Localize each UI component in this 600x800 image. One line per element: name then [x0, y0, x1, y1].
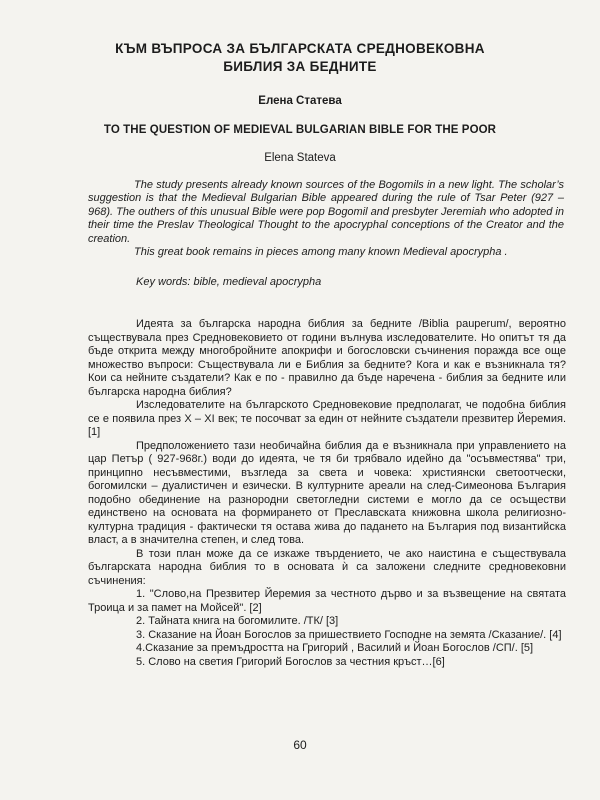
body-paragraph: Предположението тази необичайна библия да е възникнала при управлението на цар Петър ( 927-968г.) води до идеята, че тя би трябвало идейно да "осъвместява" три, принципно несъвместими, възгледа за света и човека: християнски светоотчески, богомилски – дуалистичен и езически. В културните ареали на след-Симеонова България подобно обединение на разнородни светогледни системи е могло да се осъществи единствено на основата на формирането от Преславската книжовна школа религиознокултурна традиция - фактически тя остава жива до падането на България под византийска власт, а в значителна степен, и след това. — [88, 439, 566, 546]
sources-list — [88, 588, 566, 669]
article-title-english: TO THE QUESTION OF MEDIEVAL BULGARIAN BIBLE FOR THE POOR — [103, 124, 497, 136]
article-title-bulgarian — [60, 40, 540, 76]
list-item: 4.Сказание за премъдростта на Григорий , Василий и Йоан Богослов /СП/. [5] — [136, 642, 534, 654]
abstract-paragraph: This great book remains in pieces among many known Medieval apocrypha . — [134, 246, 508, 259]
author-name-english: Elena Stateva — [264, 152, 336, 164]
abstract-paragraph: The study presents already known sources of the Bogomils in a new light. The scholar’s suggestion is that the Medieval Bulgarian Bible appeared during the rule of Tsar Peter (927 – 968). The outhers of this unusual Bible were pop Bogomil and presbyter Jeremiah who adopted in their time the Preslav Theological Thought to the apocryphal conceptions of the Creator and the creation. — [88, 179, 564, 245]
body-text — [88, 318, 566, 669]
abstract — [88, 179, 564, 259]
title-line-2: БИБЛИЯ ЗА БЕДНИТЕ — [223, 59, 377, 74]
list-item: 2. Тайната книга на богомилите. /ТК/ [3] — [136, 615, 339, 627]
list-item: 5. Слово на светия Григорий Богослов за честния кръст…[6] — [136, 655, 445, 668]
page-number: 60 — [293, 738, 307, 752]
body-paragraph: В този план може да се изкаже твърдението, че ако наистина е съществувала българската народна библия то в основата ѝ са заложени следните средновековни съчинения: — [88, 547, 566, 587]
author-name-bulgarian: Елена Статева — [258, 95, 342, 107]
list-item: 3. Сказание на Йоан Богослов за пришествието Господне на земята /Сказание/. [4] — [136, 628, 562, 641]
list-item: 1. "Слово,на Презвитер Йеремия за честното дърво и за възвещение на святата Троица и за памет на Мойсей". [2] — [88, 588, 566, 614]
body-paragraph: Изследователите на българското Средновековие предполагат, че подобна библия се е появила през X – XI век; те посочват за един от нейните създатели презвитер Йеремия.[1] — [88, 399, 566, 438]
keywords: Key words: bible, medieval apocrypha — [136, 276, 322, 288]
body-paragraph: Идеята за българска народна библия за бедните /Biblia pauperum/, вероятно съществувала през Средновековието от години вълнува изследователите. Но опитът тя да бъде открита между многобройните апокрифи и богословски съчинения поражда все още множество въпроси: Съществувала ли е Библия за бедните? Кога и как е възникнала тя? Кои са нейните създатели? Как е по - правилно да бъде наречена - библия за бедните или българска народна библия? — [88, 318, 566, 398]
title-line-1: КЪМ ВЪПРОСА ЗА БЪЛГАРСКАТА СРЕДНОВЕКОВНА — [115, 41, 485, 56]
